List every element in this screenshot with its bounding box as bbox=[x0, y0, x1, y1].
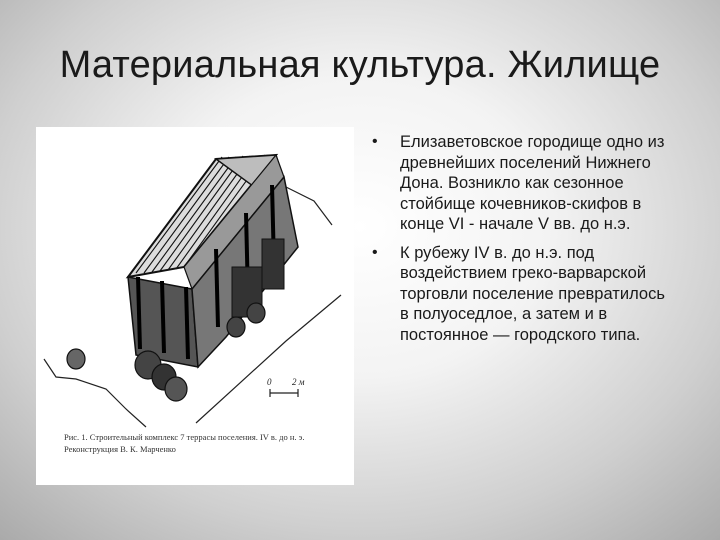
bullet-mark: • bbox=[372, 243, 378, 261]
bullet-mark: • bbox=[372, 133, 378, 150]
figure-caption: Рис. 1. Строительный комплекс 7 террасы поселения. IV в. до н. э. Реконструкция В. К. Марченко bbox=[64, 432, 305, 454]
bullet-list bbox=[370, 132, 670, 353]
bullet-item bbox=[370, 132, 670, 235]
bullet-text: К рубежу IV в. до н.э. под воздействием греко-варварской торговли поселение превратилось в полуоседлое, а затем и в постоянное — городского типа. bbox=[400, 243, 665, 344]
scale-bar bbox=[267, 377, 305, 397]
ground-line-left bbox=[44, 359, 146, 427]
bullet-text: Елизаветовское городище одно из древнейших поселений Нижнего Дона. Возникло как сезонное стойбище кочевников-скифов в конце VI - начале V вв. до н.э. bbox=[400, 133, 665, 233]
reconstruction-figure bbox=[36, 127, 354, 485]
slide-title: Материальная культура. Жилище bbox=[59, 44, 661, 86]
scale-zero: 0 bbox=[267, 377, 272, 387]
bullet-item bbox=[370, 243, 670, 346]
scale-end: 2 м bbox=[292, 377, 305, 387]
